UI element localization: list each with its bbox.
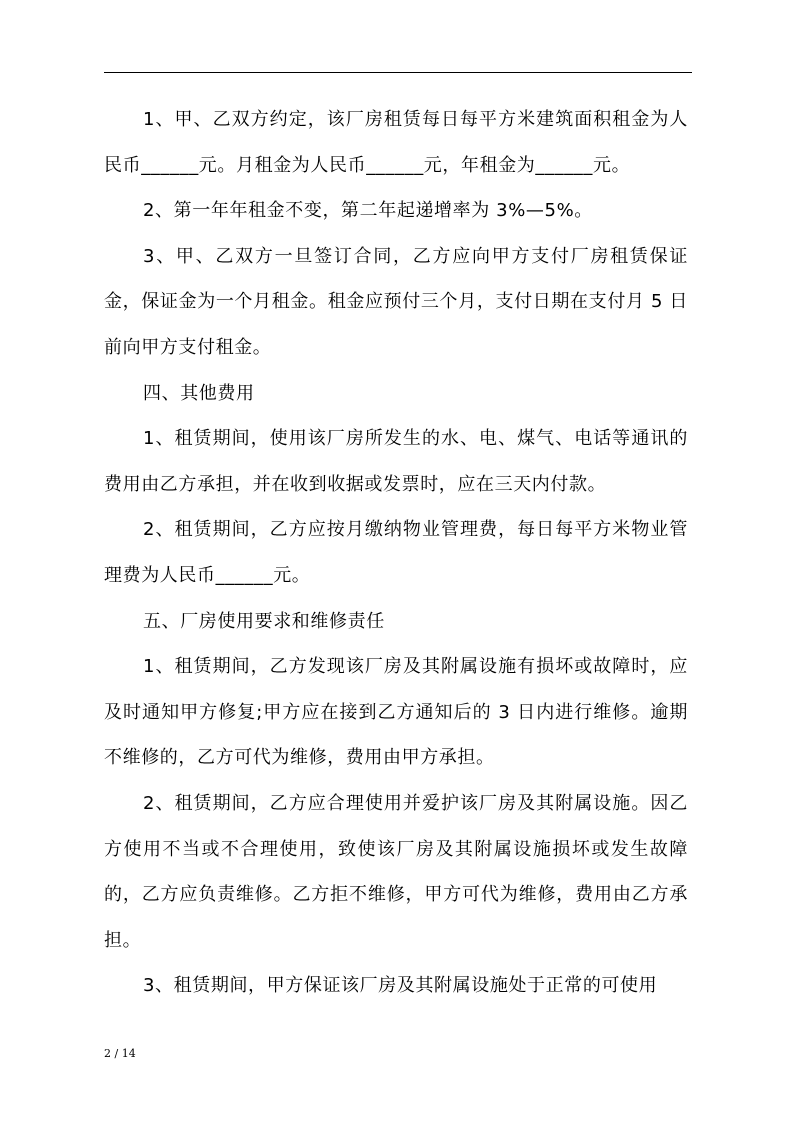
- paragraph-property-fee: 2、租赁期间，乙方应按月缴纳物业管理费，每日每平方米物业管理费为人民币______元。: [104, 519, 688, 586]
- page-number: 2 / 14: [104, 1047, 136, 1060]
- paragraph-tenant-repair: 2、租赁期间，乙方应合理使用并爱护该厂房及其附属设施。因乙方使用不当或不合理使用，致使该厂房及其附属设施损坏或发生故障的，乙方应负责维修。乙方拒不维修，甲方可代为维修，费用由乙方承担。: [104, 792, 688, 951]
- section-heading-usage-maintenance: 五、厂房使用要求和维修责任: [143, 610, 385, 632]
- document-body: [104, 97, 688, 1009]
- paragraph-landlord-repair: 1、租赁期间，乙方发现该厂房及其附属设施有损坏或故障时，应及时通知甲方修复;甲方应在接到乙方通知后的 3 日内进行维修。逾期不维修的，乙方可代为维修，费用由甲方承担。: [104, 656, 688, 769]
- paragraph-facility-guarantee: 3、租赁期间，甲方保证该厂房及其附属设施处于正常的可使用: [143, 975, 658, 997]
- paragraph-rent-increase: 2、第一年年租金不变，第二年起递增率为 3%—5%。: [143, 200, 593, 222]
- paragraph-rent-amount: 1、甲、乙双方约定，该厂房租赁每日每平方米建筑面积租金为人民币______元。月租金为人民币______元，年租金为______元。: [104, 109, 688, 176]
- header-divider: [104, 72, 692, 73]
- section-heading-other-fees: 四、其他费用: [143, 382, 255, 404]
- paragraph-utilities: 1、租赁期间，使用该厂房所发生的水、电、煤气、电话等通讯的费用由乙方承担，并在收到收据或发票时，应在三天内付款。: [104, 428, 688, 495]
- paragraph-deposit: 3、甲、乙双方一旦签订合同，乙方应向甲方支付厂房租赁保证金，保证金为一个月租金。租金应预付三个月，支付日期在支付月 5 日前向甲方支付租金。: [104, 245, 688, 358]
